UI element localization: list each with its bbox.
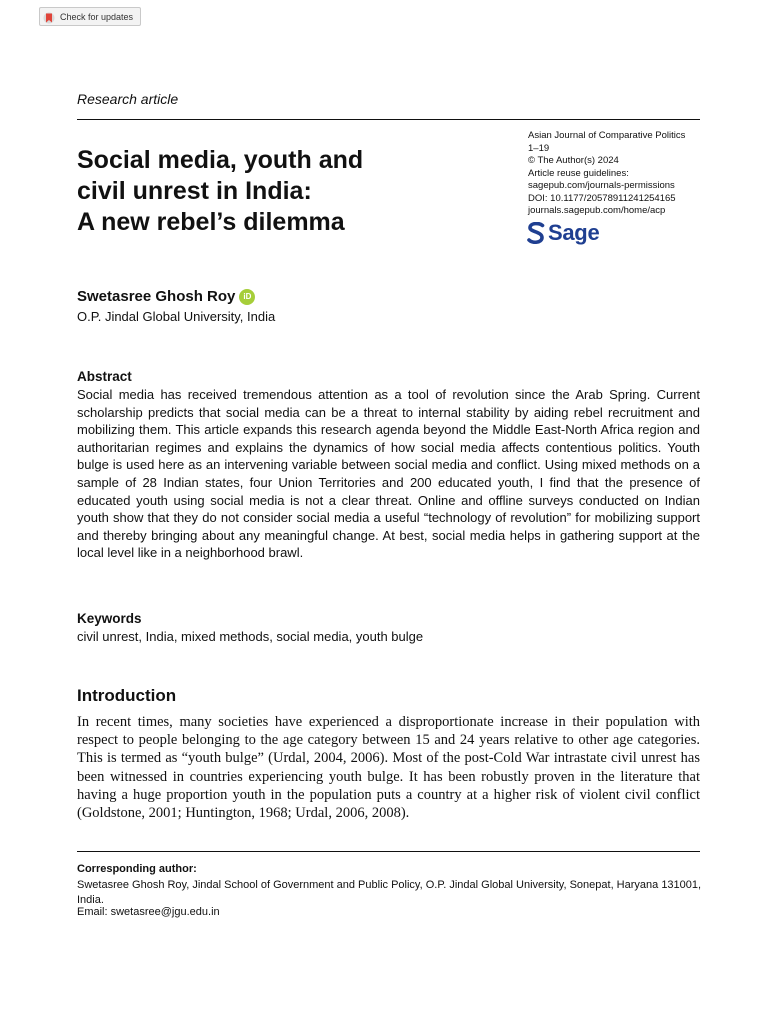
author-name: Swetasree Ghosh Roy [77,288,236,305]
keywords-heading: Keywords [77,611,142,626]
keywords-list: civil unrest, India, mixed methods, social media, youth bulge [77,629,424,644]
sage-s-icon [527,222,545,244]
title-line-3: A new rebel’s dilemma [77,208,345,236]
header-divider [77,119,700,120]
copyright-notice: © The Author(s) 2024 [528,155,619,166]
journal-metadata [528,130,703,218]
page-range: 1–19 [528,142,550,154]
check-for-updates-button[interactable] [39,7,141,26]
permissions-link[interactable]: sagepub.com/journals-permissions [528,180,675,191]
journal-name: Asian Journal of Comparative Politics [528,130,686,141]
introduction-text: In recent times, many societies have experienced a disproportionate increase in their population with respect to people belonging to the age category between 15 and 24 years relative to other age categories. This is termed as “youth bulge” (Urdal, 2004, 2006). Most of the post-Cold War intrastate civil unrest has been witnessed in countries experiencing youth bulge. It has been robustly proven in the literature that having a huge proportion youth in the population puts a country at a higher risk of violent civil conflict (Goldstone, 2001; Huntington, 1968; Urdal, 2006, 2008). [77,714,700,822]
abstract-heading: Abstract [77,369,132,384]
author-block [77,288,255,305]
sage-logo [527,220,599,246]
doi-link[interactable]: DOI: 10.1177/20578911241254165 [528,192,676,204]
introduction-heading: Introduction [77,686,177,705]
update-bookmark-icon [43,11,55,23]
corresponding-author-email[interactable]: Email: swetasree@jgu.edu.in [77,906,220,918]
article-title [77,145,507,238]
journal-home-link[interactable]: journals.sagepub.com/home/acp [528,205,666,216]
corresponding-author-heading: Corresponding author: [77,863,197,875]
author-affiliation: O.P. Jindal Global University, India [77,309,276,324]
sage-wordmark: Sage [548,220,600,245]
abstract-text: Social media has received tremendous attention as a tool of revolution since the Arab Spring. Current scholarship predicts that social media can be a threat to internal stability by aiding rebel recruitment and mobilizing them. This article expands this research agenda beyond the Middle East-North Africa region and authoritarian regimes and explains the dynamics of how social media affects contentious politics. Youth bulge is used here as an intervening variable between social media and conflict. Using mixed methods on a sample of 28 Indian states, four Union Territories and 200 educated youth, I find that the presence of educated youth using social media is not a clear threat. Online and offline surveys conducted on Indian youth show that they do not consider social media a useful “technology of revolution” for mobilizing support and thereby bringing about any meaningful change. At best, social media helps in gathering support at the local level like in a neighborhood brawl. [77,387,700,561]
title-line-2: civil unrest in India: [77,177,312,205]
footnote-divider [77,851,700,852]
article-type-label: Research article [77,91,179,107]
check-for-updates-label: Check for updates [60,11,134,22]
corresponding-author-address: Swetasree Ghosh Roy, Jindal School of Government and Public Policy, O.P. Jindal Global University, Sonepat, Haryana 131001, India. [77,879,702,906]
orcid-icon[interactable]: iD [239,289,255,305]
reuse-guidelines-label: Article reuse guidelines: [528,167,629,179]
title-line-1: Social media, youth and [77,146,364,174]
